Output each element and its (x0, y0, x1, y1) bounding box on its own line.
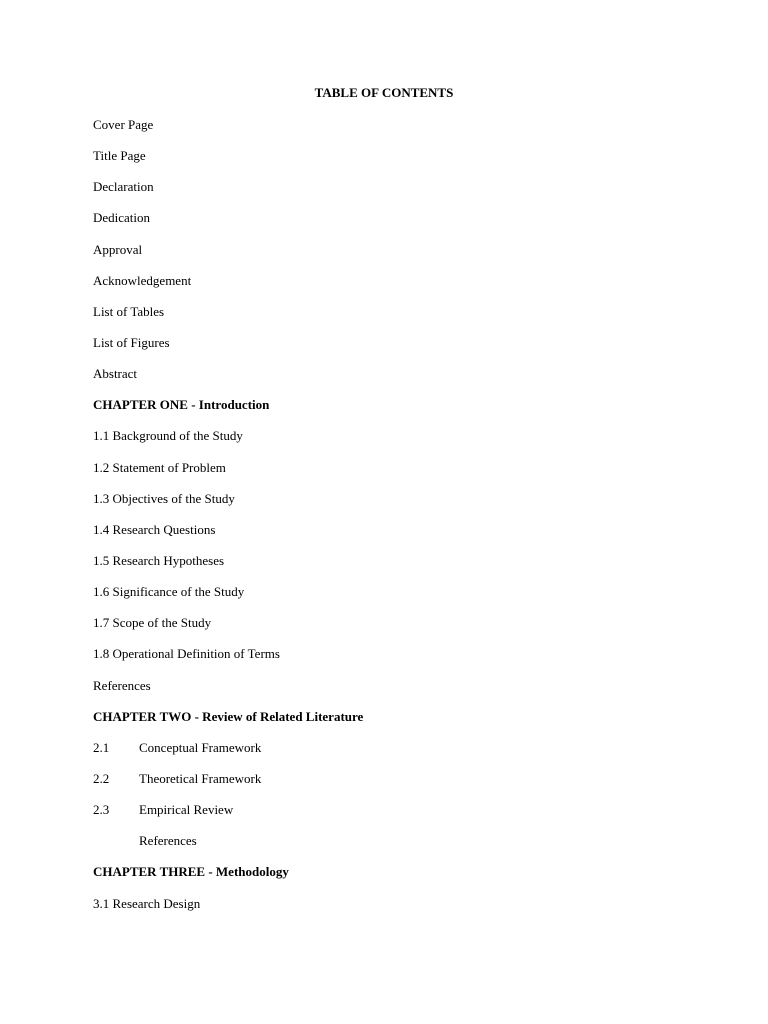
toc-entry-1-2: 1.2 Statement of Problem (93, 459, 226, 475)
toc-entry-1-1: 1.1 Background of the Study (93, 428, 243, 444)
toc-entry-2-2 (93, 771, 713, 802)
toc-entry-approval: Approval (93, 241, 143, 257)
section-label: Empirical Review (139, 802, 234, 818)
toc-entry-list-of-figures: List of Figures (93, 334, 170, 350)
toc-entry-chapter-two-references (93, 833, 713, 864)
toc-entry-1-6: 1.6 Significance of the Study (93, 584, 245, 600)
section-number: 2.3 (93, 802, 110, 818)
toc-entry-1-4: 1.4 Research Questions (93, 521, 216, 537)
section-label: Conceptual Framework (139, 739, 262, 755)
chapter-one-heading: CHAPTER ONE - Introduction (93, 397, 270, 413)
toc-entry-list-of-tables: List of Tables (93, 303, 165, 319)
section-number: 2.1 (93, 739, 110, 755)
toc-entry-title-page: Title Page (93, 148, 146, 164)
toc-entry-1-5: 1.5 Research Hypotheses (93, 552, 225, 568)
toc-entry-2-3 (93, 802, 713, 833)
toc-list (93, 117, 713, 927)
section-label: Theoretical Framework (139, 770, 262, 786)
section-label: References (139, 833, 197, 849)
chapter-three-heading: CHAPTER THREE - Methodology (93, 864, 289, 880)
toc-entry-1-8: 1.8 Operational Definition of Terms (93, 646, 280, 662)
toc-entry-2-1 (93, 740, 713, 771)
toc-entry-declaration: Declaration (93, 179, 154, 195)
toc-entry-dedication: Dedication (93, 210, 151, 226)
toc-entry-acknowledgement: Acknowledgement (93, 272, 192, 288)
toc-entry-chapter-one-references: References (93, 677, 151, 693)
page-title: TABLE OF CONTENTS (314, 85, 454, 100)
toc-entry-abstract: Abstract (93, 366, 138, 382)
toc-entry-1-7: 1.7 Scope of the Study (93, 615, 212, 631)
section-number: 2.2 (93, 770, 110, 786)
toc-entry-cover-page: Cover Page (93, 117, 154, 132)
toc-entry-3-1: 3.1 Research Design (93, 895, 201, 911)
toc-entry-1-3: 1.3 Objectives of the Study (93, 490, 235, 506)
chapter-two-heading: CHAPTER TWO - Review of Related Literature (93, 708, 364, 724)
